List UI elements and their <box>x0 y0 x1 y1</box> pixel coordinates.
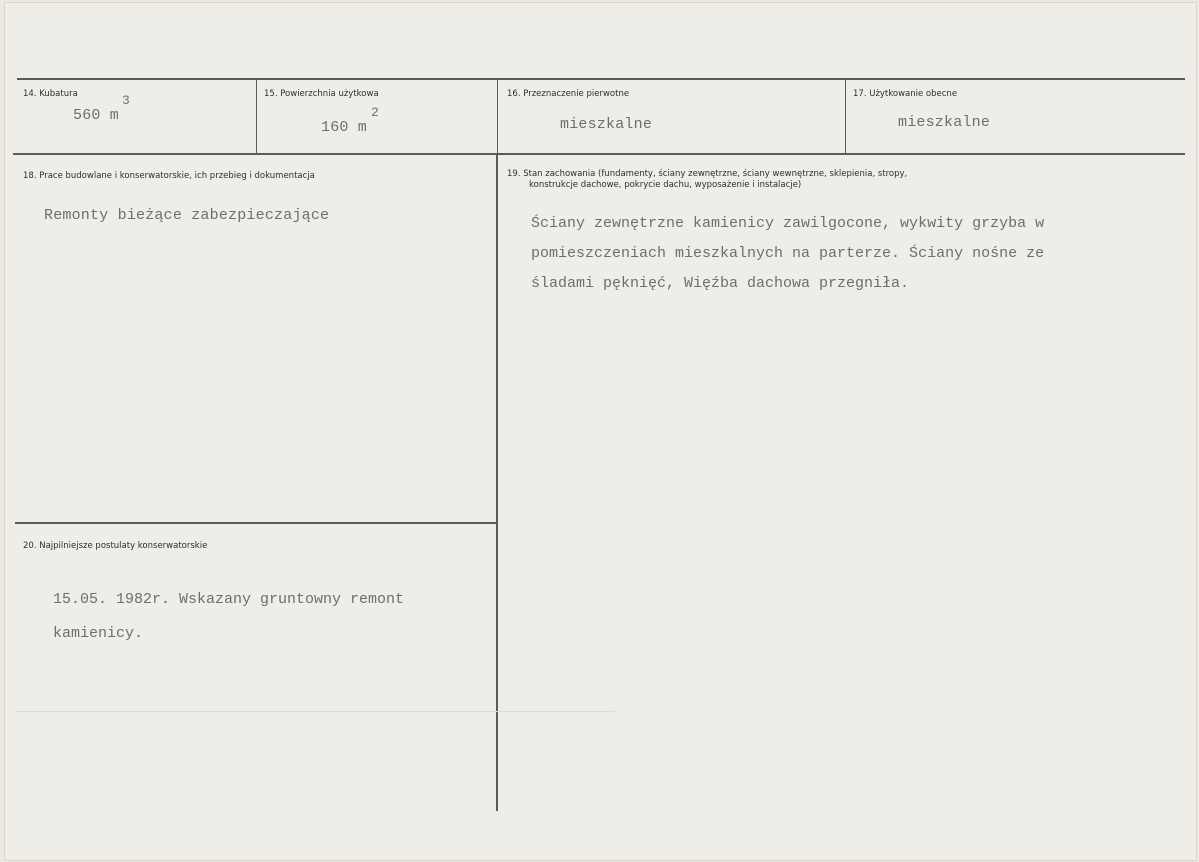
field-19-text <box>531 209 1044 299</box>
middle-rule <box>13 153 1185 155</box>
field-16-label: 16. Przeznaczenie pierwotne <box>507 89 630 99</box>
divider-15-16 <box>497 79 498 154</box>
field-20-label: 20. Najpilniejsze postulaty konserwatorskie <box>23 541 208 551</box>
field-20-line: kamienicy. <box>53 625 144 642</box>
divider-16-17 <box>845 79 846 154</box>
field-14-value: 560 m <box>73 107 120 124</box>
field-18-value: Remonty bieżące zabezpieczające <box>44 207 330 224</box>
field-14-label: 14. Kubatura <box>23 89 78 99</box>
top-rule <box>17 78 1185 80</box>
field-18-label: 18. Prace budowlane i konserwatorskie, ich przebieg i dokumentacja <box>23 171 315 181</box>
field-15-value: 160 m <box>321 119 368 136</box>
record-card <box>4 2 1197 861</box>
field-15-label: 15. Powierzchnia użytkowa <box>264 89 379 99</box>
field-20-text <box>53 583 404 651</box>
field-19-label-line2: konstrukcje dachowe, pokrycie dachu, wyposażenie i instalacje) <box>529 180 802 190</box>
faint-line <box>15 711 615 712</box>
divider-14-15 <box>256 79 257 154</box>
field-15-superscript: 2 <box>371 105 379 120</box>
lower-left-rule <box>15 522 496 524</box>
field-14-superscript: 3 <box>122 93 130 108</box>
field-19-line: śladami pęknięć, Więźba dachowa przegniła. <box>531 275 910 292</box>
field-19-line: pomieszczeniach mieszkalnych na parterze. Ściany nośne ze <box>531 245 1045 262</box>
field-20-line: 15.05. 1982r. Wskazany gruntowny remont <box>53 591 405 608</box>
field-19-line: Ściany zewnętrzne kamienicy zawilgocone, wykwity grzyba w <box>531 215 1045 232</box>
field-16-value: mieszkalne <box>560 116 653 133</box>
field-19-label-line1: 19. Stan zachowania (fundamenty, ściany zewnętrzne, ściany wewnętrzne, sklepienia, stropy, <box>507 169 908 179</box>
field-17-label: 17. Użytkowanie obecne <box>853 89 958 99</box>
divider-main <box>496 154 498 811</box>
field-17-value: mieszkalne <box>898 114 991 131</box>
